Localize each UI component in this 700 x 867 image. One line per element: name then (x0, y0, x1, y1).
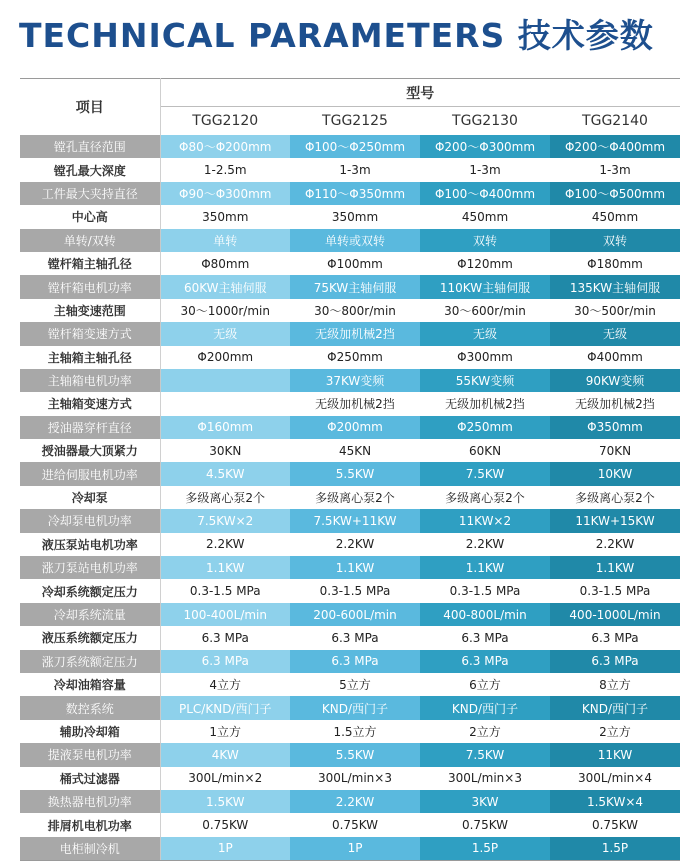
table-row (20, 673, 680, 696)
parameter-value: 2.2KW (160, 533, 290, 556)
parameter-value: 无级加机械2挡 (290, 392, 420, 415)
parameter-value: 1P (290, 837, 420, 861)
parameter-label: 提液泵电机功率 (20, 743, 160, 766)
parameter-value: 0.75KW (160, 813, 290, 836)
parameter-value: 5立方 (290, 673, 420, 696)
parameter-value: 双转 (550, 229, 680, 252)
table-row (20, 486, 680, 509)
parameter-label: 中心高 (20, 205, 160, 228)
parameter-value: 4.5KW (160, 462, 290, 485)
parameter-label: 液压系统额定压力 (20, 626, 160, 649)
parameter-value: 350mm (290, 205, 420, 228)
table-row (20, 369, 680, 392)
parameter-value: 1-3m (420, 158, 550, 181)
parameter-value: Φ300mm (420, 346, 550, 369)
table-row (20, 416, 680, 439)
parameter-value: 无级加机械2挡 (290, 322, 420, 345)
parameter-value: 400-1000L/min (550, 603, 680, 626)
parameter-value: 0.75KW (290, 813, 420, 836)
parameter-value: KND/西门子 (290, 696, 420, 719)
parameter-label: 镗孔最大深度 (20, 158, 160, 181)
table-row (20, 579, 680, 602)
parameter-value: 30～500r/min (550, 299, 680, 322)
parameter-value: Φ80～Φ200mm (160, 135, 290, 158)
parameter-value: 0.75KW (550, 813, 680, 836)
table-row (20, 533, 680, 556)
parameter-value: Φ80mm (160, 252, 290, 275)
parameter-label: 电柜制冷机 (20, 837, 160, 861)
parameter-label: 镗孔直径范围 (20, 135, 160, 158)
parameter-value: Φ100～Φ500mm (550, 182, 680, 205)
parameter-label: 涨刀泵站电机功率 (20, 556, 160, 579)
parameter-value: 70KN (550, 439, 680, 462)
parameter-value: 7.5KW+11KW (290, 509, 420, 532)
parameter-value: 45KN (290, 439, 420, 462)
parameter-label: 液压泵站电机功率 (20, 533, 160, 556)
parameter-value: 350mm (160, 205, 290, 228)
parameter-value: 30～1000r/min (160, 299, 290, 322)
parameter-value: 1.5KW×4 (550, 790, 680, 813)
parameter-value: 30KN (160, 439, 290, 462)
parameter-label: 冷却系统流量 (20, 603, 160, 626)
parameter-value: 7.5KW (420, 462, 550, 485)
table-row (20, 158, 680, 181)
parameter-value: Φ100～Φ250mm (290, 135, 420, 158)
table-row (20, 229, 680, 252)
parameter-value: 2.2KW (420, 533, 550, 556)
parameter-value: 多级离心泵2个 (420, 486, 550, 509)
parameter-value: 75KW主轴伺服 (290, 275, 420, 298)
parameter-label: 主轴箱电机功率 (20, 369, 160, 392)
parameter-label: 数控系统 (20, 696, 160, 719)
parameter-label: 换热器电机功率 (20, 790, 160, 813)
parameter-value: 6.3 MPa (550, 626, 680, 649)
parameter-value: 1.5KW (160, 790, 290, 813)
parameter-value: 1-3m (290, 158, 420, 181)
table-row (20, 556, 680, 579)
parameters-table-body (20, 135, 680, 861)
parameter-value: 无级 (420, 322, 550, 345)
parameter-value: 2.2KW (290, 790, 420, 813)
parameter-value: 400-800L/min (420, 603, 550, 626)
parameter-value: 300L/min×2 (160, 767, 290, 790)
parameter-value: Φ200mm (160, 346, 290, 369)
parameter-value: 3KW (420, 790, 550, 813)
parameter-label: 授油器穿杆直径 (20, 416, 160, 439)
parameter-value: Φ350mm (550, 416, 680, 439)
parameter-value: Φ250mm (290, 346, 420, 369)
table-row (20, 767, 680, 790)
parameter-value: 450mm (420, 205, 550, 228)
parameter-label: 授油器最大顶紧力 (20, 439, 160, 462)
parameter-label: 排屑机电机功率 (20, 813, 160, 836)
parameter-label: 镗杆箱电机功率 (20, 275, 160, 298)
parameter-value: Φ200mm (290, 416, 420, 439)
table-row (20, 813, 680, 836)
parameter-value: 6.3 MPa (420, 650, 550, 673)
table-row (20, 392, 680, 415)
parameter-value: 10KW (550, 462, 680, 485)
parameter-value: KND/西门子 (420, 696, 550, 719)
parameter-value: 1P (160, 837, 290, 861)
parameter-label: 涨刀系统额定压力 (20, 650, 160, 673)
parameter-value: 多级离心泵2个 (550, 486, 680, 509)
parameter-value: 0.3-1.5 MPa (160, 579, 290, 602)
parameter-value: 双转 (420, 229, 550, 252)
model-header: 型号 (160, 79, 680, 107)
table-row (20, 182, 680, 205)
parameter-value: 0.3-1.5 MPa (550, 579, 680, 602)
parameter-value: 1立方 (160, 720, 290, 743)
parameter-value: Φ160mm (160, 416, 290, 439)
parameter-value: 11KW+15KW (550, 509, 680, 532)
parameter-value: Φ90～Φ300mm (160, 182, 290, 205)
table-row (20, 322, 680, 345)
parameters-table-container (20, 78, 680, 861)
table-row (20, 275, 680, 298)
parameter-value: 300L/min×4 (550, 767, 680, 790)
parameter-value: 1.1KW (420, 556, 550, 579)
table-row (20, 650, 680, 673)
parameter-value: 37KW变频 (290, 369, 420, 392)
parameter-value: 90KW变频 (550, 369, 680, 392)
parameter-label: 冷却泵 (20, 486, 160, 509)
parameter-label: 冷却泵电机功率 (20, 509, 160, 532)
parameter-label: 镗杆箱主轴孔径 (20, 252, 160, 275)
parameter-value (160, 392, 290, 415)
model-column-header: TGG2130 (452, 113, 518, 129)
table-row (20, 603, 680, 626)
parameter-value: 2立方 (420, 720, 550, 743)
model-column-header: TGG2140 (582, 113, 648, 129)
parameter-value: 1.1KW (160, 556, 290, 579)
table-row (20, 299, 680, 322)
parameter-value: 0.3-1.5 MPa (420, 579, 550, 602)
parameter-value: 300L/min×3 (290, 767, 420, 790)
parameter-label: 冷却系统额定压力 (20, 579, 160, 602)
parameter-value: 6.3 MPa (550, 650, 680, 673)
parameter-value: 5.5KW (290, 462, 420, 485)
table-row (20, 205, 680, 228)
parameter-value: 单转 (160, 229, 290, 252)
parameter-value: 60KW主轴伺服 (160, 275, 290, 298)
parameter-value: Φ200～Φ400mm (550, 135, 680, 158)
parameter-value: Φ100mm (290, 252, 420, 275)
parameter-value: 6.3 MPa (290, 626, 420, 649)
parameter-value: 300L/min×3 (420, 767, 550, 790)
parameter-value: 2.2KW (550, 533, 680, 556)
parameter-value: 11KW×2 (420, 509, 550, 532)
parameter-value: 450mm (550, 205, 680, 228)
parameter-value: 60KN (420, 439, 550, 462)
parameter-value: 2立方 (550, 720, 680, 743)
table-row (20, 696, 680, 719)
model-column-header: TGG2120 (192, 113, 259, 129)
parameter-value: 1-2.5m (160, 158, 290, 181)
parameter-value: 2.2KW (290, 533, 420, 556)
parameter-value: 4立方 (160, 673, 290, 696)
parameter-value: 1.1KW (550, 556, 680, 579)
parameter-value: 1.5立方 (290, 720, 420, 743)
parameter-value: 6.3 MPa (420, 626, 550, 649)
parameter-label: 镗杆箱变速方式 (20, 322, 160, 345)
parameter-value: 无级加机械2挡 (550, 392, 680, 415)
parameter-value: 1-3m (550, 158, 680, 181)
parameter-value: 4KW (160, 743, 290, 766)
parameter-value: 200-600L/min (290, 603, 420, 626)
parameter-value: PLC/KND/西门子 (160, 696, 290, 719)
parameter-value: Φ400mm (550, 346, 680, 369)
parameter-value: 11KW (550, 743, 680, 766)
parameter-value: 0.3-1.5 MPa (290, 579, 420, 602)
parameter-value: 1.5P (420, 837, 550, 861)
parameter-value: 6立方 (420, 673, 550, 696)
parameter-value: 无级 (550, 322, 680, 345)
parameter-label: 工件最大夹持直径 (20, 182, 160, 205)
parameter-value: 135KW主轴伺服 (550, 275, 680, 298)
table-row (20, 135, 680, 158)
parameter-value: 无级加机械2挡 (420, 392, 550, 415)
table-row (20, 720, 680, 743)
parameter-value: 0.75KW (420, 813, 550, 836)
parameter-value: 100-400L/min (160, 603, 290, 626)
parameter-value: 5.5KW (290, 743, 420, 766)
parameter-value: 7.5KW (420, 743, 550, 766)
parameter-value: 6.3 MPa (290, 650, 420, 673)
parameter-label: 主轴变速范围 (20, 299, 160, 322)
parameter-value: Φ200～Φ300mm (420, 135, 550, 158)
parameter-value (160, 369, 290, 392)
table-row (20, 439, 680, 462)
table-row (20, 462, 680, 485)
parameter-value: Φ120mm (420, 252, 550, 275)
table-row (20, 509, 680, 532)
page-title: TECHNICAL PARAMETERS 技术参数 (19, 16, 654, 55)
parameter-value: KND/西门子 (550, 696, 680, 719)
parameter-value: 110KW主轴伺服 (420, 275, 550, 298)
parameter-value: 多级离心泵2个 (290, 486, 420, 509)
table-row (20, 346, 680, 369)
parameter-value: Φ110～Φ350mm (290, 182, 420, 205)
table-row (20, 837, 680, 861)
parameter-label: 辅助冷却箱 (20, 720, 160, 743)
parameter-value: Φ100～Φ400mm (420, 182, 550, 205)
parameter-value: Φ180mm (550, 252, 680, 275)
parameter-label: 单转/双转 (20, 229, 160, 252)
table-row (20, 743, 680, 766)
parameter-value: Φ250mm (420, 416, 550, 439)
parameter-value: 多级离心泵2个 (160, 486, 290, 509)
parameter-label: 桶式过滤器 (20, 767, 160, 790)
table-row (20, 626, 680, 649)
parameter-value: 无级 (160, 322, 290, 345)
parameter-label: 主轴箱主轴孔径 (20, 346, 160, 369)
table-row (20, 252, 680, 275)
parameter-label: 主轴箱变速方式 (20, 392, 160, 415)
parameter-value: 8立方 (550, 673, 680, 696)
parameter-label: 进给伺服电机功率 (20, 462, 160, 485)
parameter-value: 6.3 MPa (160, 650, 290, 673)
parameter-value: 7.5KW×2 (160, 509, 290, 532)
parameter-value: 单转或双转 (290, 229, 420, 252)
parameter-value: 30～600r/min (420, 299, 550, 322)
parameters-table (20, 78, 680, 861)
parameter-value: 6.3 MPa (160, 626, 290, 649)
parameter-label: 冷却油箱容量 (20, 673, 160, 696)
parameter-value: 1.1KW (290, 556, 420, 579)
parameter-value: 55KW变频 (420, 369, 550, 392)
parameter-value: 1.5P (550, 837, 680, 861)
table-row (20, 790, 680, 813)
model-column-header: TGG2125 (322, 113, 388, 129)
item-header: 项目 (20, 79, 160, 136)
parameter-value: 30～800r/min (290, 299, 420, 322)
